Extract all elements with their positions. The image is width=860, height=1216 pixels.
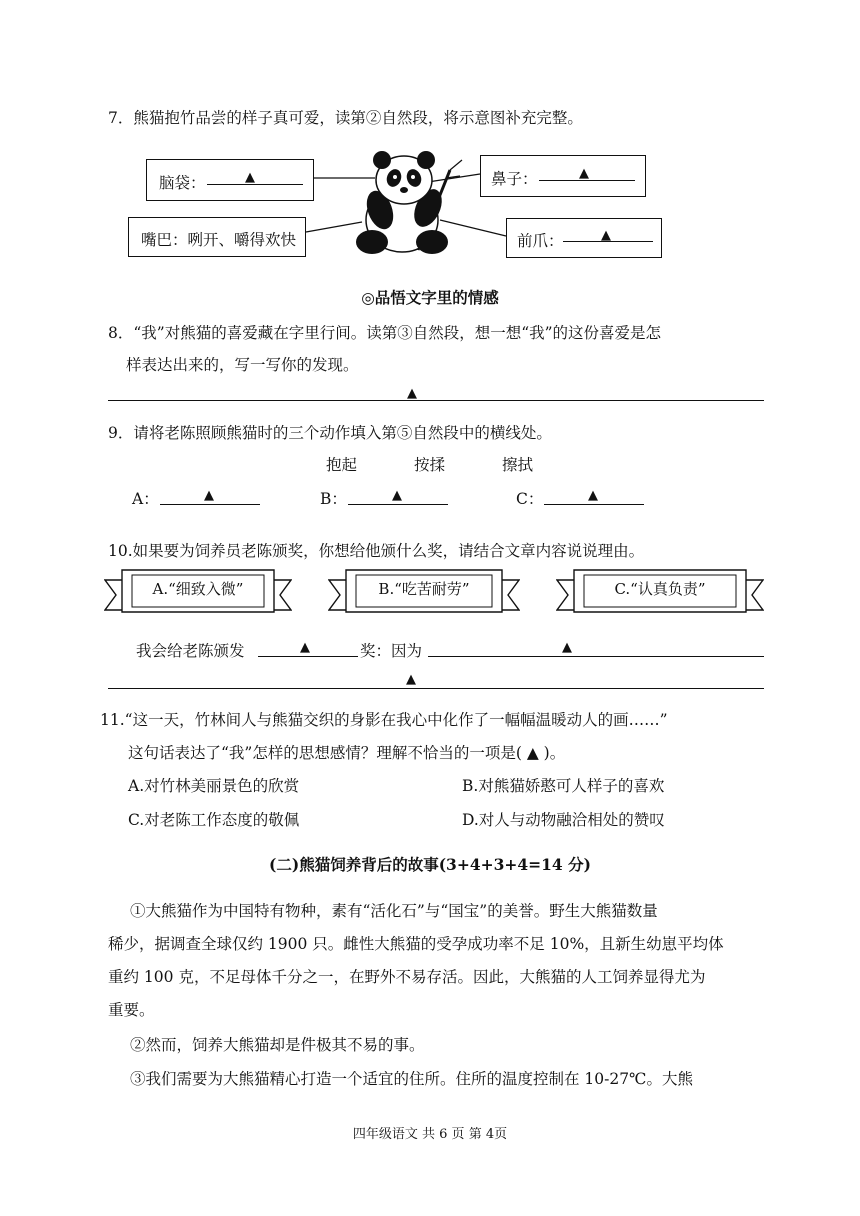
q10-reason-answer-line-2[interactable] <box>108 688 764 689</box>
q8-blank-mark: ▲ <box>407 386 417 401</box>
q9-b-answer-line[interactable] <box>348 504 448 505</box>
section-title: ◎品悟文字里的情感 <box>361 288 499 307</box>
q9-word-1: 抱起 <box>326 456 358 474</box>
ribbon-c-label: C.“认真负责” <box>614 580 706 598</box>
passage-p2: ②然而，饲养大熊猫却是件极其不易的事。 <box>130 1036 425 1054</box>
q9-a-label: A： <box>132 490 159 508</box>
q9-a-blank-mark: ▲ <box>204 488 214 503</box>
mouth-label: 嘴巴：咧开、嚼得欢快 <box>141 231 297 249</box>
panda-illustration <box>300 150 510 260</box>
paw-blank-mark: ▲ <box>601 228 611 243</box>
q10-answer-prefix: 我会给老陈颁发 <box>136 642 245 660</box>
q11-option-c[interactable]: C.对老陈工作态度的敬佩 <box>128 811 300 829</box>
passage-p1-line1: ①大熊猫作为中国特有物种，素有“活化石”与“国宝”的美誉。野生大熊猫数量 <box>130 902 658 920</box>
q11-option-b[interactable]: B.对熊猫娇憨可人样子的喜欢 <box>462 777 665 795</box>
question-8-line2: 样表达出来的，写一写你的发现。 <box>126 356 359 374</box>
q10-award-blank-mark: ▲ <box>300 640 310 655</box>
passage-p1-line2: 稀少，据调查全球仅约 1900 只。雌性大熊猫的受孕成功率不足 10%，且新生幼崽平均体 <box>108 935 724 953</box>
ribbon-option-b[interactable] <box>328 566 520 620</box>
passage-p1-line3: 重约 100 克，不足母体千分之一，在野外不易存活。因此，大熊猫的人工饲养显得尤为 <box>108 968 706 986</box>
nose-blank-mark: ▲ <box>579 166 589 181</box>
q9-word-2: 按揉 <box>414 456 446 474</box>
passage-p1-line4: 重要。 <box>108 1001 155 1019</box>
q9-b-blank-mark: ▲ <box>392 488 402 503</box>
nose-label: 鼻子： <box>491 170 538 188</box>
q11-option-d[interactable]: D.对人与动物融洽相处的赞叹 <box>462 811 665 829</box>
paw-label: 前爪： <box>517 232 564 250</box>
q9-b-label: B： <box>320 490 347 508</box>
question-7-text: 7．熊猫抱竹品尝的样子真可爱，读第②自然段，将示意图补充完整。 <box>108 109 583 127</box>
part-2-title: (二)熊猫饲养背后的故事(3+4+3+4=14 分) <box>269 855 591 874</box>
q10-reason-answer-line[interactable] <box>428 656 764 657</box>
mouth-box <box>128 217 306 257</box>
q10-answer-mid: 奖：因为 <box>360 642 423 660</box>
question-11-line2: 这句话表达了“我”怎样的思想感情？理解不恰当的一项是( ▲ )。 <box>128 744 566 762</box>
paw-box <box>506 218 662 258</box>
q9-c-blank-mark: ▲ <box>588 488 598 503</box>
passage-p3-line1: ③我们需要为大熊猫精心打造一个适宜的住所。住所的温度控制在 10-27℃。大熊 <box>130 1070 693 1088</box>
question-10-text: 10.如果要为饲养员老陈颁奖，你想给他颁什么奖，请结合文章内容说说理由。 <box>108 542 645 560</box>
head-answer-line[interactable] <box>207 184 303 185</box>
q9-a-answer-line[interactable] <box>160 504 260 505</box>
q9-c-label: C： <box>516 490 544 508</box>
head-label: 脑袋： <box>159 174 206 192</box>
ribbon-a-label: A.“细致入微” <box>152 580 244 598</box>
q9-c-answer-line[interactable] <box>544 504 644 505</box>
q10-reason-blank-mark: ▲ <box>562 640 572 655</box>
ribbon-option-c[interactable] <box>556 566 764 620</box>
q8-answer-line[interactable] <box>108 400 764 401</box>
question-9-text: 9．请将老陈照顾熊猫时的三个动作填入第⑤自然段中的横线处。 <box>108 424 552 442</box>
ribbon-b-label: B.“吃苦耐劳” <box>378 580 470 598</box>
page-footer: 四年级语文 共 6 页 第 4页 <box>352 1127 508 1142</box>
q10-award-answer-line[interactable] <box>258 656 358 657</box>
ribbon-option-a[interactable] <box>104 566 292 620</box>
q9-word-3: 擦拭 <box>502 456 534 474</box>
question-8-line1: 8．“我”对熊猫的喜爱藏在字里行间。读第③自然段，想一想“我”的这份喜爱是怎 <box>108 324 662 342</box>
head-blank-mark: ▲ <box>245 170 255 185</box>
question-11-line1: 11.“这一天，竹林间人与熊猫交织的身影在我心中化作了一幅幅温暖动人的画……” <box>100 711 668 729</box>
q10-reason-blank-mark-2: ▲ <box>406 672 416 687</box>
q11-option-a[interactable]: A.对竹林美丽景色的欣赏 <box>128 777 300 795</box>
head-box <box>146 159 314 201</box>
